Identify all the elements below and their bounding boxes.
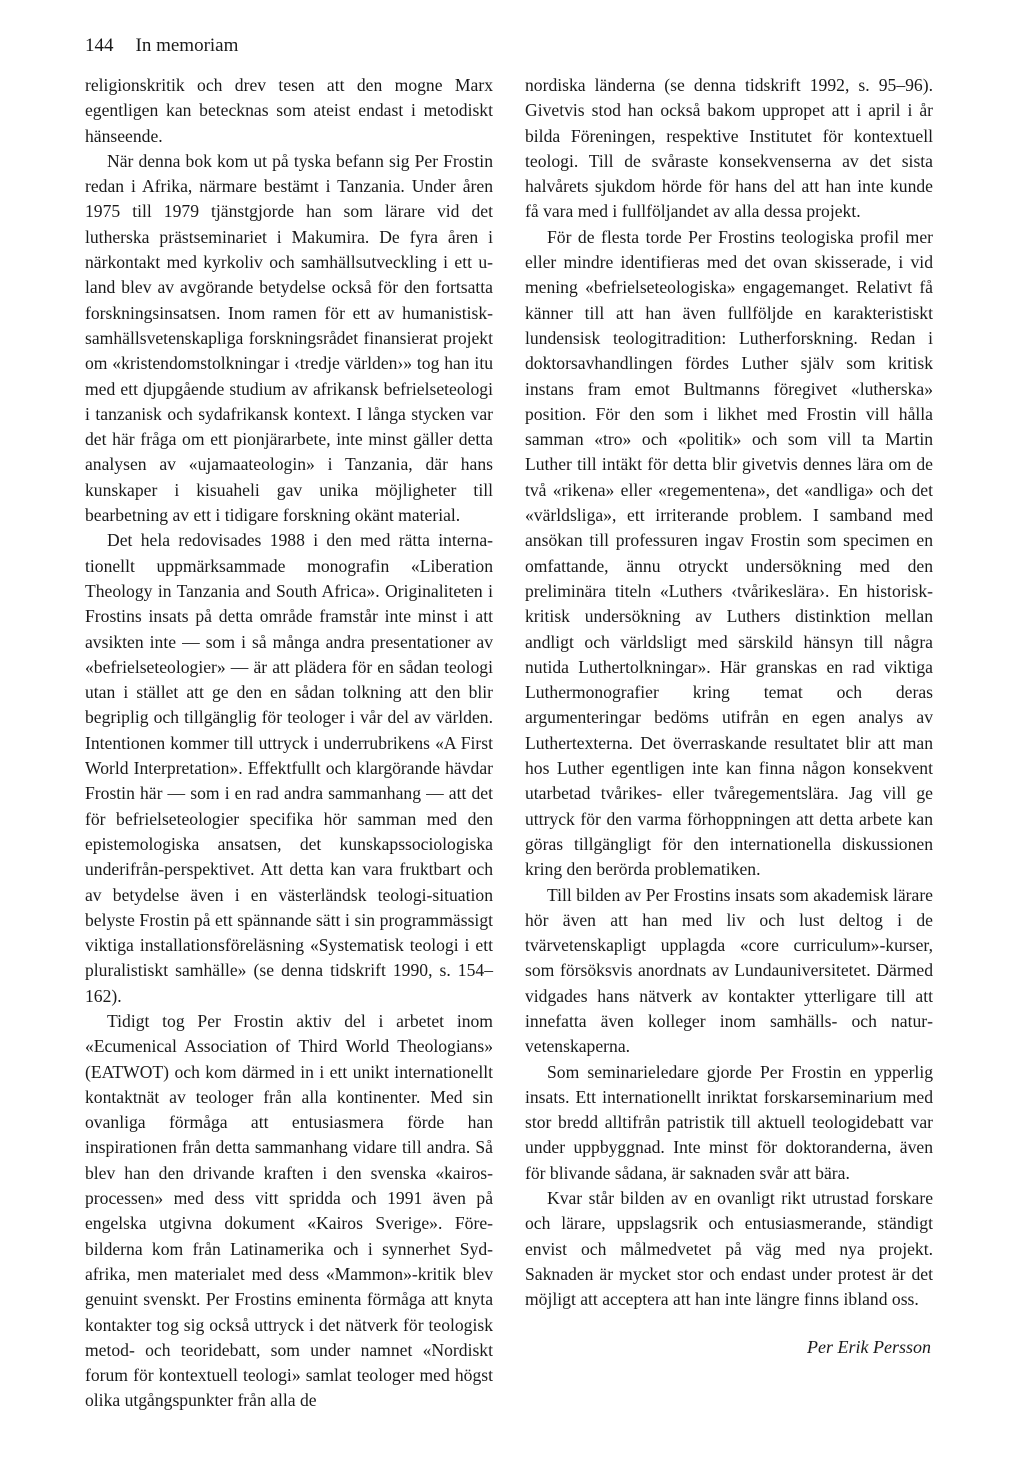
paragraph: Tidigt tog Per Frostin aktiv del i arbetet inom «Ecumenical Association of Third World Theologians» (EATWOT) och kom därmed in i ett unikt internationellt kontaktnät av teologer från alla kontinenter. Med sin ovanliga förmåga att entusiasmera förde han inspirationen från detta sammanhang vidare till andra. Så blev han den drivande kraften i den svenska «kairos-processen» med dess vitt spridda och 1991 även på engelska utgivna dokument «Kairos Sverige». Förebilderna kom från Latinamerika och i synnerhet Sydafrika, men materialet med dess «Mammon»-kritik blev genuint svenskt. Per Frostins eminenta förmåga att knyta kontakter tog sig också uttryck i det nätverk för teologisk metod- och teoridebatt, som under namnet «Nordiskt forum för kontextuell teologi» samlat teologer med högst olika utgångspunkter från alla de [85, 1010, 493, 1411]
paragraph: För de flesta torde Per Frostins teologiska profil mer eller mindre identifieras med det ovan skisserade, i vid mening «befrielseteologiska» engagemanget. Relativt få känner till att han även fullföljde en karakteristiskt lundensisk teologitradition: Lutherforskning. Redan i doktorsavhandlingen fördes Luther själv som kritisk instans fram emot Bultmanns föregivet «lutherska» position. För den som i likhet med Frostin vill hålla samman «tro» och «politik» och som vill ta Martin Luther till intäkt för detta blir givetvis dennes lära om de två «rikena» eller «regementena», det «andliga» och det «världsliga», ett irriterande problem. I samband med ansökan till professuren ingav Frostin som specimen en omfattande, ännu otryckt undersökning med den preliminära titeln «Luthers ‹tvårikeslära›. En historisk-kritisk undersökning av Luthers distinktion mellan andligt och världsligt med särskild hänsyn till några nutida Luthertolkningar». Här granskas en rad viktiga Luthermonografier kring temat och deras argumenteringar bedöms utifrån en egen analys av Luthertexterna. Det överraskande resultatet blir att man hos Luther egentligen inte kan finna någon konsekvent utarbetad tvårikes- eller tvåregementslära. Jag vill ge uttryck för den varma förhoppningen att detta arbete kan göras tillgängligt för den internationella diskussionen kring den berörda problematiken. [525, 226, 933, 880]
author-signature: Per Erik Persson [807, 1336, 931, 1357]
paragraph: nordiska länderna (se denna tidskrift 1992, s. 95–96). Givetvis stod han också bakom uppropet att i april i år bilda Föreningen, respektive Institutet för kontextuell teologi. Till de svåraste konsekvenserna av det sista halvårets sjukdom hörde för hans del att han inte kunde få vara med i fullföljandet av alla dessa projekt. [525, 75, 933, 222]
left-column [85, 73, 493, 1414]
page-header [85, 35, 238, 57]
paragraph: Till bilden av Per Frostins insats som akademisk lärare hör även att han med liv och lust deltog i de tvärvetenskapligt upplagda «core curriculum»-kurser, som försöksvis anordnats av Lundauniversitetet. Därmed vidgades hans nätverk av kontakter ytterligare till att innefatta även kolleger inom samhälls- och naturvetenskaperna. [525, 884, 933, 1057]
page-number: 144 [85, 35, 114, 56]
paragraph: När denna bok kom ut på tyska befann sig Per Frostin redan i Afrika, närmare bestämt i Tanzania. Under åren 1975 till 1979 tjänstgjorde han som lärare vid det lutherska prästseminariet i Makumira. De fyra åren i närkontakt med kyrkoliv och samhällsutveckling i ett u-land blev av avgörande betydelse också för den fortsatta forskningsinsatsen. Inom ramen för ett av humanistisk-samhällsvetenskapliga forskningsrådet finansierat projekt om «kristendomstolkningar i ‹tredje världen›» tog han itu med ett djupgående studium av afrikansk befrielseteologi i tanzanisk och sydafrikansk kontext. I långa stycken var det här fråga om ett pionjärarbete, inte minst gäller detta analysen av «ujamaateologin» i Tanzania, där hans kunskaper i kisuaheli gav unika möjligheter till bearbetning av ett i tidigare forskning okänt material. [85, 150, 493, 526]
right-column [525, 73, 933, 1360]
paragraph: Kvar står bilden av en ovanligt rikt utrustad forskare och lärare, uppslagsrik och entusiasmerande, ständigt envist och målmedvetet på väg med nya projekt. Saknaden är mycket stor och endast under protest är det möjligt att acceptera att han inte längre finns ibland oss. [525, 1188, 933, 1310]
paragraph: Det hela redovisades 1988 i den med rätta internationellt uppmärksammade monografin «Liberation Theology in Tanzania and South Africa». Originaliteten i Frostins insats på detta område framstår inte minst i att avsikten inte — som i så många andra presentationer av «befrielseteologier» — är att plädera för en sådan teologi utan i stället att ge den en sådan tolkning att den blir begriplig och tillgänglig för teologer i vår del av världen. Intentionen kommer till uttryck i underrubrikens «A First World Interpretation». Effektfullt och klargörande hävdar Frostin här — som i en rad andra sammanhang — att det för befrielseteologier specifika hör samman med den epistemologiska ansatsen, det kunskapssociologiska underifrån-perspektivet. Att detta kan vara fruktbart och av betydelse även i en västerländsk teologi-situation belyste Frostin på ett spännande sätt i sin programmässigt viktiga installationsföreläsning «Systematisk teologi i ett pluralistiskt samhälle» (se denna tidskrift 1990, s. 154–162). [85, 530, 493, 1006]
section-title: In memoriam [135, 35, 239, 56]
paragraph: Som seminarieledare gjorde Per Frostin en ypperlig insats. Ett internationellt inriktat forskarseminarium med stor bredd alltifrån patristik till aktuell teologidebatt var under uppbyggnad. Inte minst för doktoranderna, även för blivande sådana, är saknaden svår att bära. [525, 1061, 933, 1183]
paragraph: religionskritik och drev tesen att den mogne Marx egentligen kan betecknas som ateist endast i metodiskt hänseende. [85, 75, 493, 146]
